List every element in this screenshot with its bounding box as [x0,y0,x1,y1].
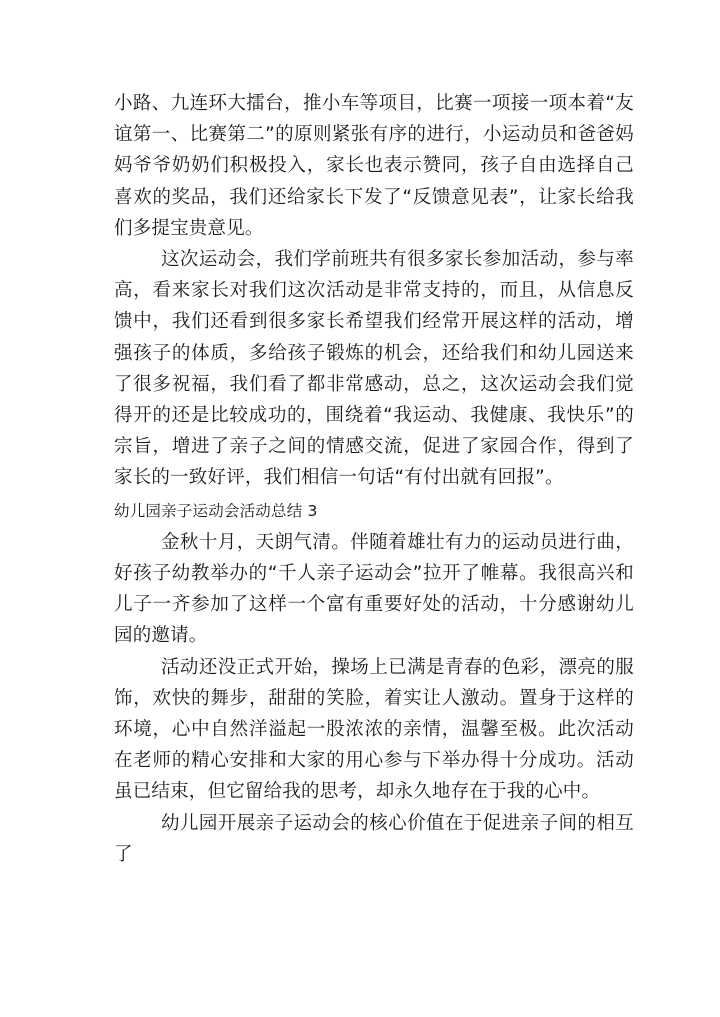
paragraph: 幼儿园开展亲子运动会的核心价值在于促进亲子间的相互了 [114,812,634,865]
section-heading: 幼儿园亲子运动会活动总结 3 [114,501,318,520]
paragraph: 金秋十月，天朗气清。伴随着雄壮有力的运动员进行曲，好孩子幼教举办的“千人亲子运动会”拉开了帷幕。我很高兴和儿子一齐参加了这样一个富有重要好处的活动，十分感谢幼儿园的邀请。 [114,531,634,647]
document-body [114,88,634,870]
paragraph: 活动还没正式开始，操场上已满是青春的色彩，漂亮的服饰，欢快的舞步，甜甜的笑脸，着实让人激动。置身于这样的环境，心中自然洋溢起一股浓浓的亲情，温馨至极。此次活动在老师的精心安排和大家的用心参与下举办得十分成功。活动虽已结束，但它留给我的思考，却永久地存在于我的心中。 [114,656,634,803]
paragraph: 小路、九连环大擂台，推小车等项目，比赛一项接一项本着“友谊第一、比赛第二”的原则紧张有序的进行，小运动员和爸爸妈妈爷爷奶奶们积极投入，家长也表示赞同，孩子自由选择自己喜欢的奖品，我们还给家长下发了“反馈意见表”，让家长给我们多提宝贵意见。 [114,93,634,239]
paragraph: 这次运动会，我们学前班共有很多家长参加活动，参与率高，看来家长对我们这次活动是非常支持的，而且，从信息反馈中，我们还看到很多家长希望我们经常开展这样的活动，增强孩子的体质，多给孩子锻炼的机会，还给我们和幼儿园送来了很多祝福，我们看了都非常感动，总之，这次运动会我们觉得开的还是比较成功的，围绕着“我运动、我健康、我快乐”的宗旨，增进了亲子之间的情感交流，促进了家园合作，得到了家长的一致好评，我们相信一句话“有付出就有回报”。 [114,249,634,489]
